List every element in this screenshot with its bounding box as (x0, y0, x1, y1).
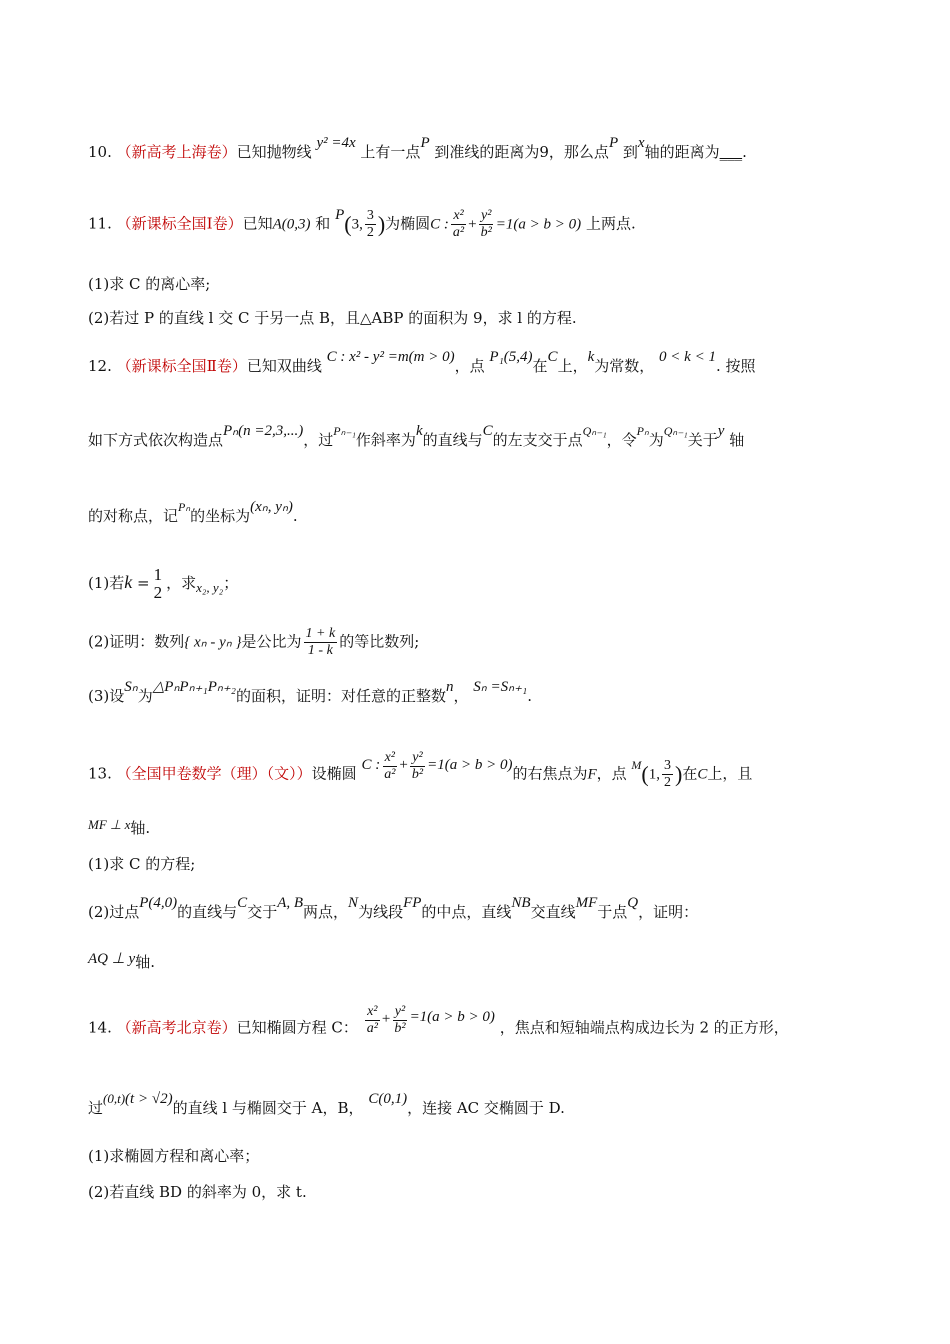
problem-number: 11. (88, 214, 112, 233)
text: 设椭圆 (311, 764, 357, 783)
text: 的直线 l 与椭圆交于 A，B， (172, 1099, 364, 1117)
problem-source: （全国甲卷数学（理）（文）） (116, 764, 312, 783)
text: 轴. (130, 819, 151, 837)
text: ，令 (606, 431, 637, 449)
numerator: x² (384, 750, 396, 765)
var: C (547, 349, 558, 365)
text: 为椭圆 (385, 214, 431, 233)
text: (3)设 (88, 687, 125, 705)
var: x (637, 135, 645, 151)
text: ； (223, 574, 239, 592)
var: { xₙ - yₙ } (184, 634, 242, 651)
denominator: a² (452, 225, 465, 240)
problem-10 (88, 135, 747, 163)
var: C (237, 895, 248, 911)
problem-14 (88, 1004, 789, 1045)
problem-13 (88, 750, 753, 791)
var: k (587, 349, 595, 365)
denominator: b² (394, 1021, 406, 1036)
text: 交直线 (530, 903, 576, 921)
answer-blank: ___ (719, 143, 743, 161)
var: Sₙ =Sₙ₊₁ (473, 679, 528, 695)
text: 上， (557, 357, 588, 375)
denominator: a² (366, 1021, 378, 1036)
problem-source: （新课标全国Ⅰ卷） (116, 214, 243, 233)
var: k (415, 423, 423, 439)
fraction (365, 208, 376, 241)
problem-11-part-1: (1)求 C 的离心率; (88, 275, 211, 293)
problem-number: 10. (88, 143, 112, 161)
text: 到 (622, 143, 638, 161)
text: (2)证明：数列 (88, 632, 185, 651)
text: ，点 (596, 764, 627, 783)
fraction (382, 750, 397, 783)
text: 过 (88, 1099, 104, 1117)
denominator: 2 (153, 583, 163, 602)
var: Qₙ₋₁ (582, 424, 607, 438)
denominator: 2 (366, 225, 374, 240)
text: = (137, 574, 150, 592)
text: (2)过点 (88, 903, 140, 921)
var: y (717, 423, 725, 439)
problem-source: （新高考北京卷） (116, 1018, 237, 1037)
text: 上，且 (707, 764, 753, 783)
text: 轴 (729, 431, 745, 449)
text: 的等比数列; (339, 632, 420, 651)
text: 的左支交于点 (492, 431, 583, 449)
fraction (410, 750, 425, 783)
text: 的直线与 (422, 431, 483, 449)
text: 轴的距离为 (644, 143, 720, 161)
var: x₂, y₂ (196, 580, 224, 595)
problem-13-line-2 (88, 818, 150, 839)
text: 为 (137, 687, 153, 705)
fraction (365, 1004, 380, 1037)
text: . (527, 687, 533, 705)
text: + (468, 216, 477, 233)
text: ， (453, 687, 469, 705)
text: 已知 (242, 214, 273, 233)
numerator: x² (367, 1004, 378, 1019)
var: M (631, 757, 642, 772)
equation: y² =4x (316, 135, 356, 151)
var: FP (403, 895, 422, 911)
var: △PₙPₙ₊₁Pₙ₊₂ (152, 679, 236, 695)
text: 在 (532, 357, 548, 375)
problem-14-line-2 (88, 1091, 565, 1119)
var: F (587, 766, 597, 783)
denominator: 1 - k (307, 643, 333, 658)
text: 已知椭圆方程 C： (236, 1018, 358, 1037)
text: =1(a > b > 0) (427, 756, 513, 773)
var: C(0,1) (368, 1091, 408, 1107)
problem-13-part-2 (88, 895, 699, 923)
text: ，点 (454, 357, 485, 375)
text: 和 (315, 214, 331, 233)
denominator: a² (384, 767, 396, 782)
var: C (482, 423, 493, 439)
numerator: y² (480, 208, 492, 223)
fraction (451, 208, 466, 241)
text: 的直线与 (177, 903, 238, 921)
equation: C : x² - y² =m(m > 0) (326, 349, 455, 365)
text: 交于 (247, 903, 278, 921)
var: n (445, 679, 454, 695)
text: 的坐标为 (190, 507, 251, 525)
var: P (335, 206, 345, 223)
var: P (420, 135, 430, 151)
problem-11 (88, 208, 636, 241)
problem-13-part-1: (1)求 C 的方程; (88, 855, 196, 873)
text: 上两点. (585, 214, 636, 233)
numerator: y² (394, 1004, 406, 1019)
var: NB (511, 895, 531, 911)
problem-12-part-2 (88, 626, 419, 659)
text: 为线段 (358, 903, 404, 921)
numerator: 1 (153, 565, 163, 584)
paren: ( (641, 761, 649, 787)
fraction (304, 626, 338, 659)
text: + (381, 1010, 391, 1027)
var: Pₙ(n =2,3,...) (223, 423, 304, 439)
text: =1(a > b > 0) (409, 1008, 495, 1025)
text: 1, (648, 766, 660, 783)
var: Pₙ₋₁ (333, 424, 356, 438)
problem-12-part-1 (88, 566, 238, 602)
problem-12 (88, 349, 756, 377)
var: Qₙ₋₁ (663, 424, 688, 438)
var: C (697, 766, 708, 783)
fraction (662, 758, 673, 791)
text: 于点 (597, 903, 628, 921)
text: 3, (351, 216, 363, 233)
text: 如下方式依次构造点 (88, 431, 224, 449)
var: Q (627, 895, 639, 911)
problem-13-part-2-line-2 (88, 952, 155, 973)
paren: ) (675, 761, 683, 787)
var: A, B (277, 895, 304, 911)
text: 的对称点，记 (88, 507, 179, 525)
var: (t > √2) (125, 1091, 173, 1107)
problem-number: 13. (88, 764, 112, 783)
fraction (152, 566, 165, 602)
var: Pₙ (178, 500, 191, 514)
text: ，证明： (638, 903, 699, 921)
text: ，连接 AC 交椭圆于 D. (407, 1099, 565, 1117)
paren: ( (344, 211, 352, 237)
text: 的面积，证明：对任意的正整数 (235, 687, 446, 705)
text: 关于 (687, 431, 718, 449)
text: (1)若 (88, 574, 125, 592)
text: 到准线的距离为9，那么点 (434, 143, 609, 161)
var: N (348, 895, 359, 911)
text: 在 (682, 764, 698, 783)
text: 上有一点 (360, 143, 421, 161)
text: 已知抛物线 (236, 143, 312, 161)
var: (xₙ, yₙ) (250, 499, 293, 515)
point-a: A(0,3) (272, 216, 311, 233)
text: 为常数， (594, 357, 655, 375)
text: . (742, 143, 747, 161)
var: Sₙ (124, 679, 138, 695)
problem-11-part-2: (2)若过 P 的直线 l 交 C 于另一点 B，且△ABP 的面积为 9，求 l 的方程. (88, 309, 577, 327)
var: (0,t) (103, 1091, 126, 1106)
text: C : (430, 216, 449, 233)
problem-source: （新高考上海卷） (116, 143, 237, 161)
text: . 按照 (715, 357, 756, 375)
text: 是公比为 (241, 632, 302, 651)
text: 为 (648, 431, 664, 449)
text: ，求 (166, 574, 197, 592)
text: ，焦点和短轴端点构成边长为 2 的正方形， (499, 1018, 789, 1037)
numerator: 3 (664, 758, 671, 773)
problem-source: （新课标全国Ⅱ卷） (116, 357, 247, 375)
text: 的右焦点为 (512, 764, 588, 783)
problem-12-line-2 (88, 423, 745, 451)
var: AQ ⊥ y (88, 951, 136, 967)
var: 0 < k < 1 (659, 349, 716, 365)
var: P₁(5,4) (489, 349, 533, 365)
text: 已知双曲线 (246, 357, 322, 375)
text: 轴. (135, 953, 156, 971)
problem-number: 12. (88, 357, 112, 375)
text: =1(a > b > 0) (495, 216, 582, 233)
numerator: y² (412, 750, 423, 765)
var: Pₙ (636, 424, 649, 438)
text: 两点， (303, 903, 349, 921)
var: MF (575, 895, 598, 911)
problem-number: 14. (88, 1018, 112, 1037)
denominator: b² (411, 767, 424, 782)
denominator: 2 (664, 775, 671, 790)
var: k (124, 572, 133, 592)
denominator: b² (480, 225, 492, 240)
text: 的中点，直线 (421, 903, 512, 921)
text: 作斜率为 (355, 431, 416, 449)
numerator: x² (453, 208, 464, 223)
problem-12-part-3 (88, 679, 533, 707)
paren: ) (377, 211, 386, 237)
text: ，过 (303, 431, 334, 449)
numerator: 3 (366, 208, 374, 223)
text: + (399, 756, 408, 773)
problem-14-part-1: (1)求椭圆方程和离心率； (88, 1147, 260, 1165)
var: P (608, 135, 619, 151)
problem-12-line-3 (88, 499, 298, 527)
text: C : (361, 756, 381, 773)
numerator: 1 + k (305, 626, 336, 641)
var: P(4,0) (139, 895, 178, 911)
text: . (292, 507, 298, 525)
fraction (392, 1004, 407, 1037)
problem-14-part-2: (2)若直线 BD 的斜率为 0，求 t. (88, 1183, 307, 1201)
var: MF ⊥ x (88, 817, 131, 832)
fraction (479, 208, 494, 241)
